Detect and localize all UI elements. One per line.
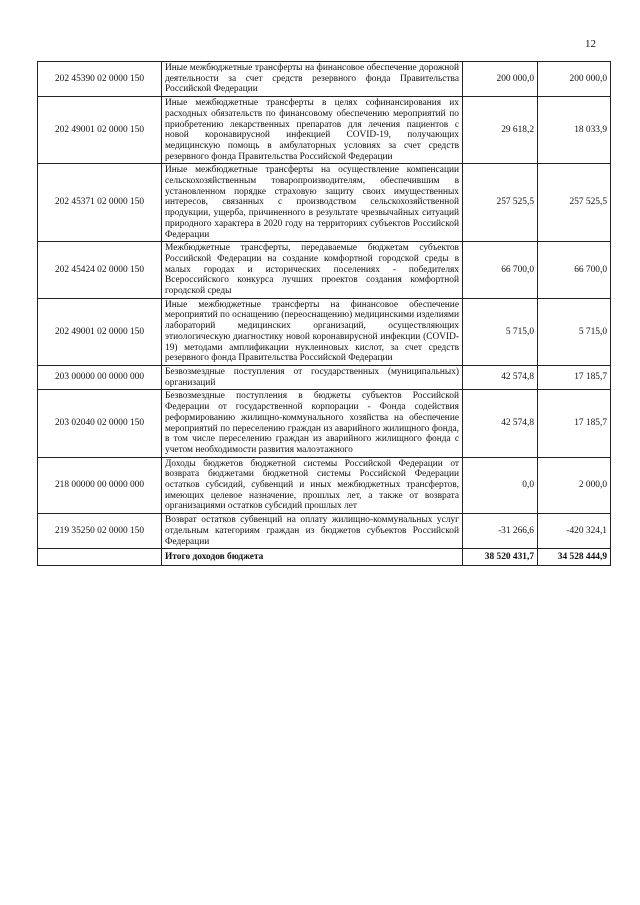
- revenue-description: Доходы бюджетов бюджетной системы Российской Федерации от возврата бюджетами бюджетной системы Российской Федерации остатков субсидий, субвенций и иных межбюджетных трансфертов, имеющих целевое назначение, прошлых лет, а также от возврата организациями остатков субсидий прошлых лет: [162, 457, 463, 514]
- total-label: Итого доходов бюджета: [162, 549, 463, 566]
- total-amount-year-1: 38 520 431,7: [463, 549, 538, 566]
- amount-year-1: 66 700,0: [463, 242, 538, 299]
- amount-year-2: 257 525,5: [538, 164, 611, 242]
- amount-year-1: -31 266,6: [463, 514, 538, 549]
- amount-year-2: 17 185,7: [538, 390, 611, 457]
- table-row: [38, 242, 611, 299]
- amount-year-2: 17 185,7: [538, 365, 611, 389]
- budget-revenue-table: [37, 61, 611, 566]
- table-row: [38, 514, 611, 549]
- amount-year-2: 66 700,0: [538, 242, 611, 299]
- amount-year-1: 0,0: [463, 457, 538, 514]
- revenue-description: Иные межбюджетные трансферты на финансовое обеспечение мероприятий по оснащению (переоснащению) медицинскими изделиями лабораторий медицинских организаций, осуществляющих этиологическую диагностику новой коронавирусной инфекции (COVID-19) методами амплификации нуклеиновых кислот, за счет средств резервного фонда Правительства Российской Федерации: [162, 298, 463, 365]
- amount-year-1: 200 000,0: [463, 62, 538, 97]
- budget-code: 202 45424 02 0000 150: [38, 242, 162, 299]
- amount-year-1: 42 574,8: [463, 365, 538, 389]
- budget-code: 203 02040 02 0000 150: [38, 390, 162, 457]
- total-amount-year-2: 34 528 444,9: [538, 549, 611, 566]
- table-row: [38, 298, 611, 365]
- amount-year-2: -420 324,1: [538, 514, 611, 549]
- table-row: [38, 97, 611, 164]
- revenue-description: Иные межбюджетные трансферты на финансовое обеспечение дорожной деятельности за счет средств резервного фонда Правительства Российской Федерации: [162, 62, 463, 97]
- budget-code: 202 45390 02 0000 150: [38, 62, 162, 97]
- table-row: [38, 365, 611, 389]
- table-row: [38, 457, 611, 514]
- amount-year-1: 29 618,2: [463, 97, 538, 164]
- total-row: [38, 549, 611, 566]
- amount-year-2: 18 033,9: [538, 97, 611, 164]
- budget-code: 202 49001 02 0000 150: [38, 298, 162, 365]
- table-row: [38, 62, 611, 97]
- amount-year-2: 5 715,0: [538, 298, 611, 365]
- amount-year-1: 5 715,0: [463, 298, 538, 365]
- budget-code: 202 45371 02 0000 150: [38, 164, 162, 242]
- amount-year-2: 2 000,0: [538, 457, 611, 514]
- revenue-description: Межбюджетные трансферты, передаваемые бюджетам субъектов Российской Федерации на создание комфортной городской среды в малых городах и исторических поселениях - победителях Всероссийского конкурса лучших проектов создания комфортной городской среды: [162, 242, 463, 299]
- total-code-cell: [38, 549, 162, 566]
- budget-code: 202 49001 02 0000 150: [38, 97, 162, 164]
- revenue-description: Безвозмездные поступления в бюджеты субъектов Российской Федерации от государственной корпорации - Фонда содействия реформированию жилищно-коммунального хозяйства на обеспечение мероприятий по переселению граждан из аварийного жилищного фонда, в том числе переселению граждан из аварийного жилищного фонда с учетом необходимости развития малоэтажного: [162, 390, 463, 457]
- amount-year-2: 200 000,0: [538, 62, 611, 97]
- revenue-description: Безвозмездные поступления от государственных (муниципальных) организаций: [162, 365, 463, 389]
- revenue-description: Иные межбюджетные трансферты в целях софинансирования их расходных обязательств по финансовому обеспечению мероприятий по приобретению лекарственных препаратов для лечения пациентов с новой коронавирусной инфекцией COVID-19, получающих медицинскую помощь в амбулаторных условиях за счет средств резервного фонда Правительства Российской Федерации: [162, 97, 463, 164]
- page-number: 12: [585, 38, 596, 50]
- budget-code: 203 00000 00 0000 000: [38, 365, 162, 389]
- table-row: [38, 164, 611, 242]
- budget-code: 218 00000 00 0000 000: [38, 457, 162, 514]
- amount-year-1: 42 574,8: [463, 390, 538, 457]
- amount-year-1: 257 525,5: [463, 164, 538, 242]
- table-row: [38, 390, 611, 457]
- revenue-description: Иные межбюджетные трансферты на осуществление компенсации сельскохозяйственным товаропроизводителям, обеспечившим в установленном порядке страховую защиту своих имущественных интересов, связанных с производством сельскохозяйственной продукции, ущерба, причиненного в результате чрезвычайных ситуаций природного характера в 2020 году на территориях субъектов Российской Федерации: [162, 164, 463, 242]
- budget-code: 219 35250 02 0000 150: [38, 514, 162, 549]
- revenue-description: Возврат остатков субвенций на оплату жилищно-коммунальных услуг отдельным категориям граждан из бюджетов субъектов Российской Федерации: [162, 514, 463, 549]
